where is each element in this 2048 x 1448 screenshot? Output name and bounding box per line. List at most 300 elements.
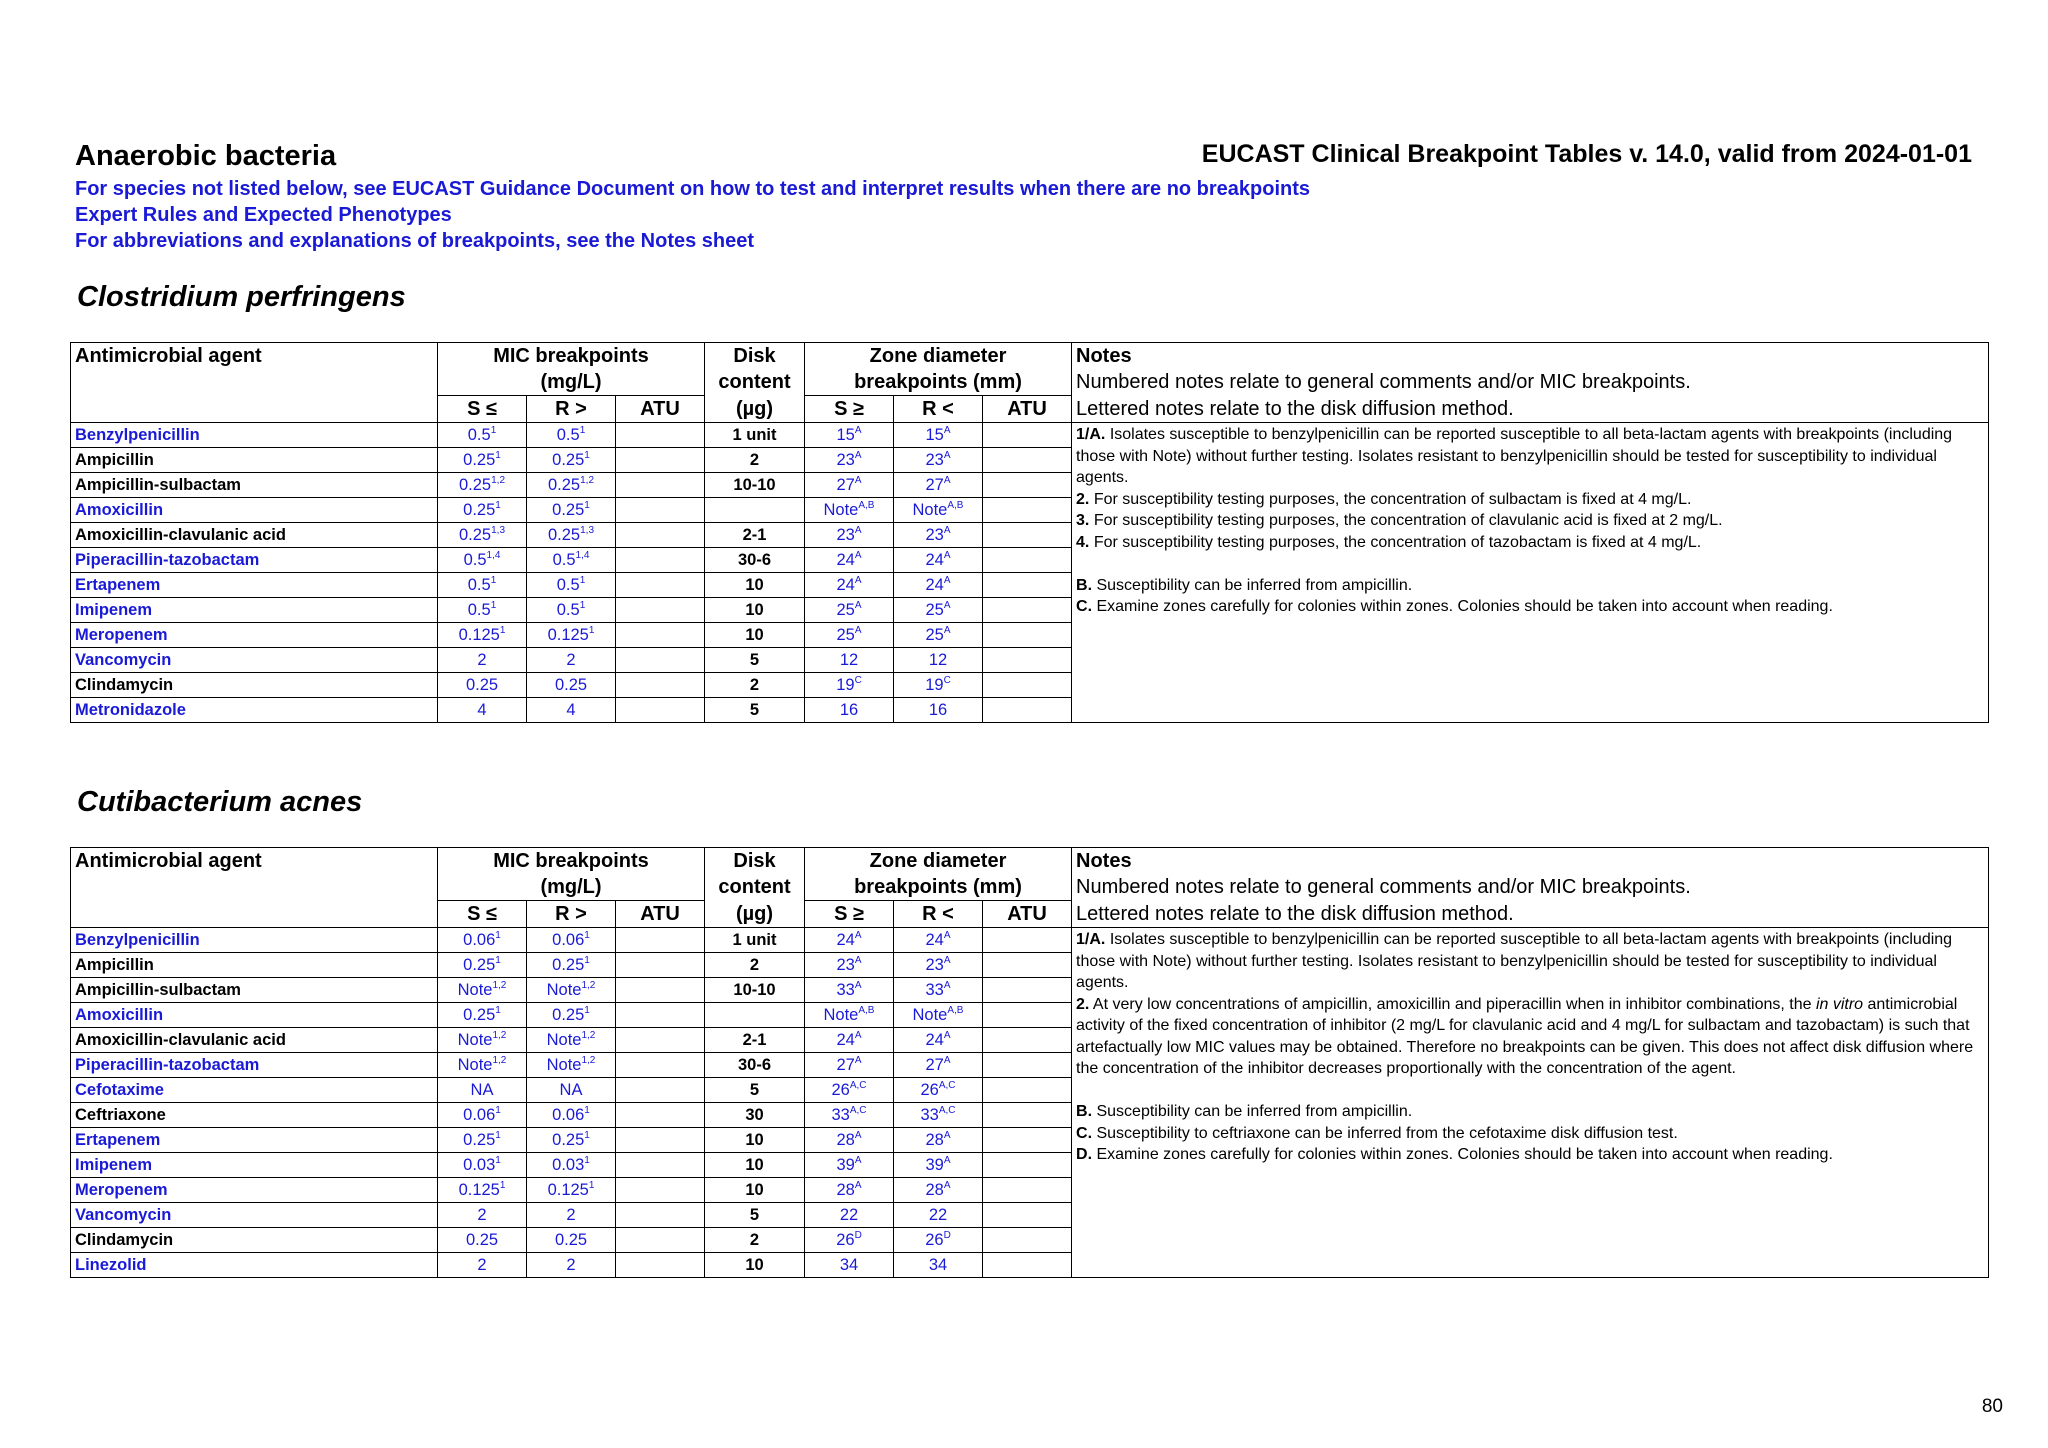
- note-key: D.: [1076, 1146, 1093, 1163]
- zone-r: [894, 1253, 983, 1278]
- zone-s-value: 25: [836, 601, 855, 619]
- mic-s-footnote: 1,2: [492, 1030, 507, 1041]
- disk-content: 10: [705, 573, 805, 598]
- zone-atu: [983, 978, 1072, 1003]
- zone-r-footnote: C: [943, 675, 951, 686]
- mic-s-value: 4: [477, 701, 487, 719]
- zone-s-footnote: A: [854, 1130, 862, 1141]
- zone-s: [805, 953, 894, 978]
- mic-s-footnote: 1: [495, 450, 501, 461]
- mic-s-value: 0.25: [463, 1131, 496, 1149]
- page-number: 80: [1981, 1396, 2003, 1417]
- disk-content: 10: [705, 623, 805, 648]
- zone-s-footnote: A: [854, 1180, 862, 1191]
- note-key: B.: [1076, 1103, 1093, 1120]
- zone-s: [805, 1028, 894, 1053]
- disk-content: 30-6: [705, 548, 805, 573]
- mic-r: [527, 673, 616, 698]
- mic-s-value: 0.5: [467, 426, 491, 444]
- zone-r-footnote: A: [943, 930, 951, 941]
- zone-s: [805, 473, 894, 498]
- header-zone: Zone diameter: [805, 343, 1072, 370]
- zone-r-value: 26: [920, 1081, 939, 1099]
- zone-s-value: 34: [839, 1256, 859, 1274]
- zone-s-footnote: A: [854, 575, 862, 586]
- mic-r-value: 0.25: [547, 476, 581, 494]
- header-mic-atu: ATU: [616, 901, 705, 928]
- zone-atu: [983, 1253, 1072, 1278]
- expert-rules-link[interactable]: Expert Rules and Expected Phenotypes: [75, 204, 452, 226]
- mic-s-footnote: 1,2: [492, 1055, 507, 1066]
- zone-s-footnote: A: [854, 1055, 862, 1066]
- mic-r-value: NA: [559, 1081, 583, 1099]
- mic-r-value: Note: [546, 981, 582, 999]
- mic-r-footnote: 1: [584, 1005, 590, 1016]
- disk-content: 10: [705, 1128, 805, 1153]
- zone-r-footnote: A: [943, 1130, 951, 1141]
- zone-atu: [983, 623, 1072, 648]
- mic-s-value: 0.03: [463, 1156, 496, 1174]
- zone-atu: [983, 698, 1072, 723]
- zone-r-footnote: A: [943, 625, 951, 636]
- mic-r-value: 0.25: [552, 1131, 585, 1149]
- zone-r-value: 24: [925, 1031, 944, 1049]
- mic-s-value: Note: [457, 1056, 493, 1074]
- mic-s-value: 0.25: [458, 476, 492, 494]
- zone-s: [805, 1178, 894, 1203]
- zone-r-value: 19: [925, 676, 944, 694]
- mic-r-value: 4: [566, 701, 576, 719]
- agent-link[interactable]: Cefotaxime: [71, 1078, 438, 1103]
- zone-s-value: 26: [831, 1081, 850, 1099]
- zone-s-value: 23: [836, 451, 855, 469]
- mic-s-footnote: 1,4: [486, 550, 501, 561]
- zone-r: [894, 1178, 983, 1203]
- zone-r-value: 28: [925, 1181, 944, 1199]
- agent-name: Clindamycin: [71, 1228, 438, 1253]
- zone-s-value: 39: [836, 1156, 855, 1174]
- note-item: [1076, 1123, 1984, 1145]
- mic-atu: [616, 473, 705, 498]
- header-zone-r: R <: [894, 901, 983, 928]
- header-zone-atu: ATU: [983, 901, 1072, 928]
- header-zone-s: S ≥: [805, 901, 894, 928]
- zone-s-value: 16: [839, 701, 859, 719]
- mic-r: [527, 523, 616, 548]
- mic-atu: [616, 1203, 705, 1228]
- header-zone-unit: breakpoints (mm): [805, 874, 1072, 901]
- agent-link[interactable]: Vancomycin: [71, 1203, 438, 1228]
- zone-r-footnote: A: [943, 1055, 951, 1066]
- header-zone-unit: breakpoints (mm): [805, 369, 1072, 396]
- mic-r-footnote: 1: [584, 1130, 590, 1141]
- header-zone-s: S ≥: [805, 396, 894, 423]
- agent-link[interactable]: Piperacillin-tazobactam: [71, 548, 438, 573]
- zone-s: [805, 1103, 894, 1128]
- mic-r-footnote: 1: [584, 1155, 590, 1166]
- zone-s: [805, 928, 894, 953]
- mic-s-value: 0.5: [467, 576, 491, 594]
- header-mic-s: S ≤: [438, 396, 527, 423]
- header-disk-content: content: [705, 369, 805, 396]
- header-agent: Antimicrobial agent: [71, 343, 438, 423]
- mic-r-value: 0.125: [547, 626, 589, 644]
- disk-content: 1 unit: [705, 423, 805, 448]
- zone-s: [805, 648, 894, 673]
- mic-s-value: 0.06: [463, 1106, 496, 1124]
- mic-atu: [616, 1003, 705, 1028]
- note-key: C.: [1076, 1124, 1093, 1142]
- zone-atu: [983, 548, 1072, 573]
- zone-r: [894, 928, 983, 953]
- zone-r-value: 27: [925, 1056, 944, 1074]
- mic-r-value: 0.06: [552, 931, 585, 949]
- mic-atu: [616, 598, 705, 623]
- note-text: For susceptibility testing purposes, the concentration of clavulanic acid is fixed at 2 mg/L.: [1093, 512, 1723, 529]
- page-title: Anaerobic bacteria: [75, 140, 337, 172]
- zone-s: [805, 1053, 894, 1078]
- header-mic-r: R >: [527, 396, 616, 423]
- agent-link[interactable]: Meropenem: [71, 1178, 438, 1203]
- mic-r-value: 0.25: [547, 526, 581, 544]
- guidance-link[interactable]: For species not listed below, see EUCAST Guidance Document on how to test and interpret results when there are no breakpoints: [75, 178, 1311, 200]
- zone-r-footnote: A: [943, 1155, 951, 1166]
- zone-atu: [983, 648, 1072, 673]
- zone-s-footnote: A: [854, 1030, 862, 1041]
- zone-s: [805, 523, 894, 548]
- mic-s-value: 0.25: [458, 526, 492, 544]
- zone-s-footnote: D: [854, 1230, 862, 1241]
- zone-atu: [983, 1228, 1072, 1253]
- agent-link[interactable]: Benzylpenicillin: [71, 423, 438, 448]
- mic-r-value: 0.03: [552, 1156, 585, 1174]
- header-mic: MIC breakpoints: [438, 343, 705, 370]
- zone-s-value: 12: [839, 651, 859, 669]
- mic-r: [527, 1253, 616, 1278]
- mic-r: [527, 1203, 616, 1228]
- mic-r: [527, 1078, 616, 1103]
- zone-s-value: Note: [823, 501, 859, 519]
- mic-atu: [616, 623, 705, 648]
- disk-content: 1 unit: [705, 928, 805, 953]
- zone-atu: [983, 1078, 1072, 1103]
- mic-atu: [616, 978, 705, 1003]
- mic-r: [527, 978, 616, 1003]
- mic-s: [438, 598, 527, 623]
- zone-s-footnote: A: [854, 625, 862, 636]
- disk-content: 10: [705, 1178, 805, 1203]
- zone-r-value: 28: [925, 1131, 944, 1149]
- mic-s-footnote: 1: [495, 1105, 501, 1116]
- mic-r-footnote: 1: [584, 450, 590, 461]
- zone-r-footnote: A,C: [938, 1105, 956, 1116]
- disk-content: 10: [705, 598, 805, 623]
- mic-r-value: 0.25: [552, 501, 585, 519]
- note-spacer: [1076, 1080, 1984, 1102]
- note-text: Susceptibility can be inferred from ampicillin.: [1096, 1103, 1413, 1120]
- zone-atu: [983, 1178, 1072, 1203]
- zone-s: [805, 1128, 894, 1153]
- zone-atu: [983, 1003, 1072, 1028]
- mic-s: [438, 423, 527, 448]
- mic-s-footnote: 1: [495, 930, 501, 941]
- zone-s-value: 19: [836, 676, 855, 694]
- zone-atu: [983, 1053, 1072, 1078]
- zone-s: [805, 1253, 894, 1278]
- zone-s-value: 33: [836, 981, 855, 999]
- zone-r-footnote: D: [943, 1230, 951, 1241]
- zone-s: [805, 673, 894, 698]
- mic-r: [527, 698, 616, 723]
- zone-s-footnote: A: [854, 475, 862, 486]
- notes-body: [1072, 423, 1989, 723]
- zone-s: [805, 698, 894, 723]
- mic-r-value: 0.25: [554, 1231, 588, 1249]
- mic-r-footnote: 1: [579, 575, 586, 586]
- agent-link[interactable]: Amoxicillin: [71, 498, 438, 523]
- zone-r: [894, 523, 983, 548]
- agent-name: Ampicillin: [71, 448, 438, 473]
- mic-s-footnote: 1: [490, 600, 497, 611]
- agent-link[interactable]: Meropenem: [71, 623, 438, 648]
- disk-content: 5: [705, 648, 805, 673]
- zone-r-value: 25: [925, 626, 944, 644]
- mic-s-value: 2: [477, 1256, 487, 1274]
- mic-r-value: 0.125: [547, 1181, 589, 1199]
- mic-s-value: 0.25: [463, 451, 496, 469]
- zone-atu: [983, 673, 1072, 698]
- zone-atu: [983, 498, 1072, 523]
- zone-atu: [983, 448, 1072, 473]
- agent-link[interactable]: Benzylpenicillin: [71, 928, 438, 953]
- note-text: Examine zones carefully for colonies within zones. Colonies should be taken into account when reading.: [1096, 598, 1833, 615]
- zone-s: [805, 448, 894, 473]
- header-zone: Zone diameter: [805, 848, 1072, 875]
- mic-s-footnote: 1,2: [492, 980, 507, 991]
- header-zone-atu: ATU: [983, 396, 1072, 423]
- mic-s: [438, 1053, 527, 1078]
- mic-s-value: 0.25: [463, 1006, 496, 1024]
- mic-r-footnote: 1: [584, 955, 590, 966]
- notes-body: [1072, 928, 1989, 1278]
- agent-link[interactable]: Imipenem: [71, 1153, 438, 1178]
- mic-s-footnote: 1: [495, 1130, 501, 1141]
- mic-r-value: 0.06: [552, 1106, 585, 1124]
- header-notes: Notes: [1072, 848, 1989, 875]
- zone-r-value: 27: [925, 476, 944, 494]
- agent-link[interactable]: Linezolid: [71, 1253, 438, 1278]
- zone-r-value: 24: [925, 576, 944, 594]
- mic-atu: [616, 953, 705, 978]
- mic-s: [438, 523, 527, 548]
- zone-r-value: 26: [925, 1231, 944, 1249]
- zone-atu: [983, 928, 1072, 953]
- mic-atu: [616, 928, 705, 953]
- zone-atu: [983, 573, 1072, 598]
- zone-r-value: 16: [928, 701, 948, 719]
- mic-r: [527, 473, 616, 498]
- mic-r: [527, 498, 616, 523]
- zone-s-value: 26: [836, 1231, 855, 1249]
- mic-r: [527, 1153, 616, 1178]
- note-key: 2.: [1076, 490, 1090, 508]
- mic-s: [438, 623, 527, 648]
- zone-r-value: Note: [912, 501, 948, 519]
- section-title-cutibacterium: Cutibacterium acnes: [77, 786, 363, 818]
- zone-s-value: 28: [836, 1131, 855, 1149]
- mic-atu: [616, 498, 705, 523]
- zone-r-value: 12: [928, 651, 948, 669]
- zone-s-footnote: A: [854, 450, 862, 461]
- mic-r-footnote: 1,2: [580, 475, 595, 486]
- zone-r: [894, 1203, 983, 1228]
- table-row: [71, 423, 1989, 448]
- zone-r: [894, 648, 983, 673]
- note-item: [1076, 1101, 1984, 1123]
- mic-s: [438, 1128, 527, 1153]
- zone-s-value: Note: [823, 1006, 859, 1024]
- agent-link[interactable]: Vancomycin: [71, 648, 438, 673]
- header-mic-r: R >: [527, 901, 616, 928]
- zone-s: [805, 498, 894, 523]
- disk-content: 2-1: [705, 523, 805, 548]
- mic-atu: [616, 1078, 705, 1103]
- agent-link[interactable]: Metronidazole: [71, 698, 438, 723]
- mic-atu: [616, 1253, 705, 1278]
- zone-r-footnote: A: [943, 955, 951, 966]
- note-text: Examine zones carefully for colonies within zones. Colonies should be taken into account when reading.: [1096, 1146, 1833, 1163]
- zone-r-footnote: A: [943, 1030, 951, 1041]
- zone-s-value: 24: [836, 576, 855, 594]
- zone-s-value: 28: [836, 1181, 855, 1199]
- note-key: B.: [1076, 576, 1093, 594]
- mic-r-value: 2: [566, 1256, 576, 1274]
- disk-content: 30-6: [705, 1053, 805, 1078]
- mic-r-value: Note: [546, 1031, 582, 1049]
- note-text: Susceptibility can be inferred from ampicillin.: [1096, 576, 1413, 594]
- mic-s-value: 0.25: [465, 676, 499, 694]
- mic-r-footnote: 1: [588, 625, 595, 636]
- zone-r-footnote: A: [943, 575, 951, 586]
- mic-s-value: 0.06: [463, 931, 496, 949]
- agent-link[interactable]: Piperacillin-tazobactam: [71, 1053, 438, 1078]
- header-disk-unit: (µg): [705, 396, 805, 423]
- zone-r: [894, 1053, 983, 1078]
- zone-r-value: 22: [928, 1206, 948, 1224]
- note-item: [1076, 994, 1984, 1080]
- agent-link[interactable]: Amoxicillin: [71, 1003, 438, 1028]
- notes-numbered-explainer: Numbered notes relate to general comments and/or MIC breakpoints.: [1072, 874, 1989, 901]
- mic-r-footnote: 1,4: [575, 550, 590, 561]
- mic-s-footnote: 1: [499, 625, 506, 636]
- zone-atu: [983, 523, 1072, 548]
- zone-s: [805, 623, 894, 648]
- zone-s: [805, 598, 894, 623]
- zone-s-value: 25: [836, 626, 855, 644]
- disk-content: [705, 1003, 805, 1028]
- zone-s-footnote: A: [854, 525, 862, 536]
- note-key: C.: [1076, 598, 1093, 615]
- zone-r: [894, 1103, 983, 1128]
- zone-atu: [983, 1203, 1072, 1228]
- mic-atu: [616, 1028, 705, 1053]
- header-mic-s: S ≤: [438, 901, 527, 928]
- agent-link[interactable]: Ertapenem: [71, 1128, 438, 1153]
- note-text: Isolates susceptible to benzylpenicillin can be reported susceptible to all beta-lactam agents with breakpoints (including those with Note) without further testing. Isolates resistant to benzylpenicillin should be tested for susceptibility to individual agents.: [1076, 426, 1953, 486]
- zone-r-footnote: A,C: [938, 1080, 956, 1091]
- zone-atu: [983, 423, 1072, 448]
- mic-s-footnote: 1: [495, 1155, 501, 1166]
- mic-s: [438, 573, 527, 598]
- mic-s: [438, 928, 527, 953]
- mic-r-value: 0.25: [552, 451, 585, 469]
- agent-link[interactable]: Ertapenem: [71, 573, 438, 598]
- mic-r-footnote: 1,2: [581, 980, 596, 991]
- mic-atu: [616, 523, 705, 548]
- mic-s: [438, 698, 527, 723]
- mic-r-value: 0.25: [552, 1006, 585, 1024]
- mic-atu: [616, 1178, 705, 1203]
- note-item: [1076, 1144, 1984, 1166]
- mic-s-footnote: 1: [495, 500, 501, 511]
- zone-r-value: 23: [925, 451, 944, 469]
- zone-s-footnote: A: [854, 550, 862, 561]
- mic-r-footnote: 1,2: [581, 1030, 596, 1041]
- zone-s-value: 33: [831, 1106, 850, 1124]
- disk-content: 2: [705, 673, 805, 698]
- zone-r: [894, 698, 983, 723]
- zone-r-footnote: A: [943, 600, 951, 611]
- version-label: EUCAST Clinical Breakpoint Tables v. 14.0, valid from 2024-01-01: [1201, 140, 1972, 168]
- mic-s-value: Note: [457, 1031, 493, 1049]
- mic-s: [438, 1003, 527, 1028]
- mic-r-footnote: 1,3: [580, 525, 595, 536]
- note-text: For susceptibility testing purposes, the concentration of sulbactam is fixed at 4 mg/L.: [1093, 490, 1692, 508]
- zone-s-footnote: A: [854, 600, 862, 611]
- abbreviations-link[interactable]: For abbreviations and explanations of breakpoints, see the Notes sheet: [75, 230, 755, 252]
- agent-name: Ampicillin-sulbactam: [71, 473, 438, 498]
- zone-r-footnote: A,B: [947, 1005, 964, 1016]
- zone-r: [894, 548, 983, 573]
- mic-s-footnote: 1: [495, 955, 501, 966]
- zone-s-value: 15: [836, 426, 855, 444]
- mic-r: [527, 1028, 616, 1053]
- zone-atu: [983, 1028, 1072, 1053]
- note-key: 1/A.: [1076, 426, 1106, 443]
- zone-r: [894, 953, 983, 978]
- mic-s-value: 0.25: [463, 501, 496, 519]
- header-mic-unit: (mg/L): [438, 369, 705, 396]
- mic-s-value: Note: [457, 981, 493, 999]
- mic-atu: [616, 573, 705, 598]
- mic-r-footnote: 1: [579, 600, 586, 611]
- mic-r-value: 2: [566, 1206, 576, 1224]
- agent-name: Clindamycin: [71, 673, 438, 698]
- mic-r-footnote: 1: [584, 930, 590, 941]
- mic-r: [527, 448, 616, 473]
- disk-content: [705, 498, 805, 523]
- zone-r: [894, 1153, 983, 1178]
- table-row: [71, 928, 1989, 953]
- zone-r: [894, 1003, 983, 1028]
- header-mic: MIC breakpoints: [438, 848, 705, 875]
- mic-s-footnote: 1,2: [491, 475, 506, 486]
- disk-content: 10-10: [705, 978, 805, 1003]
- agent-link[interactable]: Imipenem: [71, 598, 438, 623]
- note-key: 3.: [1076, 512, 1090, 529]
- mic-s-value: 0.25: [463, 956, 496, 974]
- mic-r: [527, 1128, 616, 1153]
